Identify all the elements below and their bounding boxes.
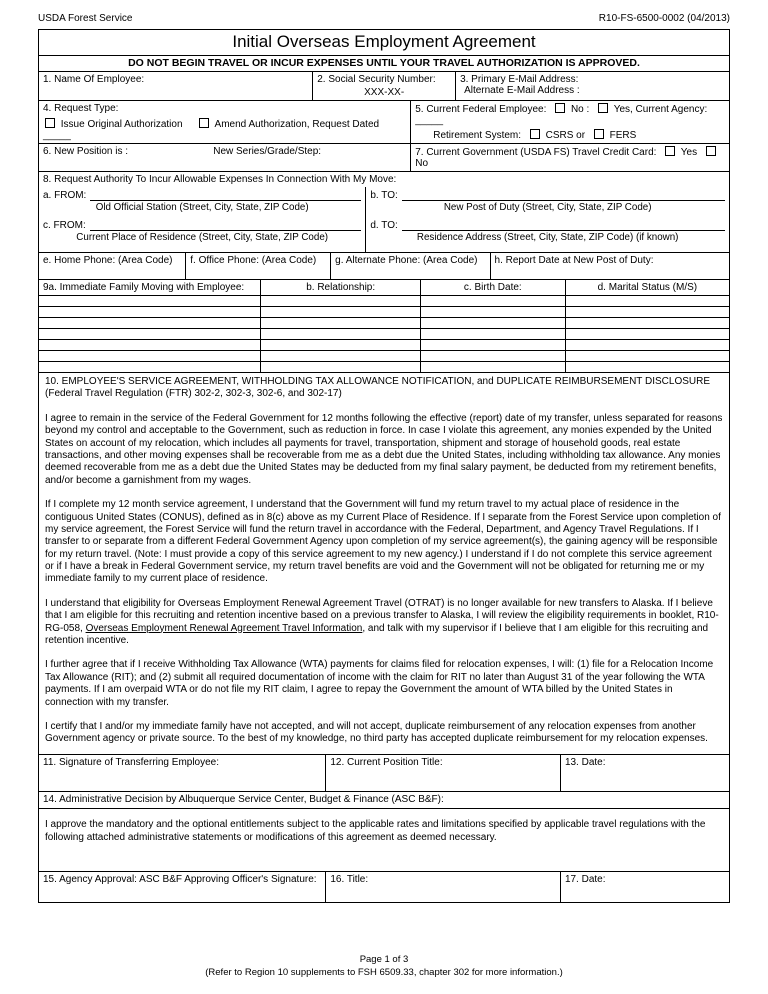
checkbox-csrs[interactable] — [530, 129, 540, 139]
field-12-label: 12. Current Position Title: — [330, 756, 443, 768]
family-table-cell[interactable] — [39, 329, 260, 339]
field-16-label: 16. Title: — [330, 873, 369, 885]
field-17-label: 17. Date: — [564, 873, 606, 885]
field-3-alt-label: Alternate E-Mail Address : — [464, 85, 580, 96]
agreement-paragraph-2: If I complete my 12 month service agreement, I understand that the Government will fund my return travel to my actual place of residence in the contiguous United States (CONUS), defined as in 8(c) above as my Current Place of Residence. If I separate from the Forest Service upon completion of my service agreement, the Forest Service will fund the return travel in accordance with the Federal, Department, and Agency Travel Regulations. If I transfer to or separate from a different Federal Government Agency upon completion of my service agreement(s), the gaining agency will be responsible for my return travel. (Note: I must provide a copy of this service agreement to my new agency.) I understand if I do not complete this service agreement or if I have a break in Federal Government service, my return travel benefits are void and the Government will not be obligated for returning me or my immediate family to my current place of residence. — [45, 499, 721, 585]
travel-card-yes-label: Yes — [680, 147, 698, 158]
field-2-label: 2. Social Security Number: — [317, 74, 436, 85]
section-8-to-column — [365, 187, 729, 252]
family-table-cell[interactable] — [39, 318, 260, 328]
row-fields-1-3 — [39, 71, 729, 100]
field-8d-caption: Residence Address (Street, City, State, ZIP Code) (if known) — [416, 232, 679, 243]
field-new-position[interactable] — [39, 144, 410, 171]
field-office-phone[interactable] — [185, 253, 330, 279]
family-table-cell[interactable] — [39, 362, 260, 372]
field-name-of-employee[interactable] — [39, 72, 312, 100]
field-8a-caption: Old Official Station (Street, City, State, ZIP Code) — [95, 202, 309, 213]
retirement-system-label: Retirement System: — [433, 130, 522, 141]
field-agency-approval-signature[interactable] — [39, 872, 325, 902]
field-8g-label: g. Alternate Phone: (Area Code) — [335, 255, 478, 266]
field-1-label: 1. Name Of Employee: — [43, 74, 145, 85]
row-fields-15-17 — [39, 871, 729, 902]
family-table-cell[interactable] — [565, 340, 729, 350]
family-table-cell[interactable] — [260, 296, 419, 306]
document-header — [0, 0, 768, 29]
field-8f-label: f. Office Phone: (Area Code) — [190, 255, 317, 266]
field-4-option1-label: Issue Original Authorization — [60, 119, 183, 130]
current-residence-input-line[interactable] — [90, 219, 362, 231]
family-table-cell[interactable] — [260, 307, 419, 317]
family-table-cell[interactable] — [565, 329, 729, 339]
field-alternate-phone[interactable] — [330, 253, 489, 279]
series-grade-step-label: New Series/Grade/Step: — [213, 146, 322, 157]
checkbox-travel-card-no[interactable] — [706, 146, 716, 156]
form-title: Initial Overseas Employment Agreement — [232, 32, 536, 51]
section-8 — [39, 171, 729, 252]
family-table-cell[interactable] — [565, 351, 729, 361]
family-table-cell[interactable] — [420, 362, 565, 372]
field-3-label: 3. Primary E-Mail Address: — [460, 74, 579, 85]
field-4-option2-label: Amend Authorization, Request Dated _____ — [43, 119, 380, 141]
checkbox-issue-original-authorization[interactable] — [45, 118, 55, 128]
field-home-phone[interactable] — [39, 253, 185, 279]
field-8d-label: d. TO: — [370, 220, 398, 231]
form-number: R10-FS-6500-0002 (04/2013) — [598, 13, 730, 24]
family-header-marital-status: d. Marital Status (M/S) — [565, 280, 729, 295]
page-indicator: Page 1 of 3 — [359, 954, 409, 966]
field-8h-label: h. Report Date at New Post of Duty: — [494, 255, 654, 266]
family-table-cell[interactable] — [260, 362, 419, 372]
field-5-label: 5. Current Federal Employee: — [415, 104, 547, 115]
field-8c-caption: Current Place of Residence (Street, City, State, ZIP Code) — [76, 232, 329, 243]
fers-label: FERS — [609, 130, 637, 141]
booklet-title-underlined: Overseas Employment Renewal Agreement Travel Information — [85, 622, 363, 634]
agreement-paragraph-5: I certify that I and/or my immediate family have not accepted, and will not accept, duplicate reimbursement of any relocation expenses from another Government agency or private source. To the best of my knowledge, no third party has accepted duplicate reimbursement for my relocation expenses. — [45, 720, 708, 745]
row-fields-8e-8h — [39, 252, 729, 279]
field-8c-label: c. FROM: — [43, 220, 86, 231]
field-14-label: 14. Administrative Decision by Albuquerque Service Center, Budget & Finance (ASC B&F): — [43, 793, 444, 805]
family-table-cell[interactable] — [420, 351, 565, 361]
administrative-decision-text: I approve the mandatory and the optional entitlements subject to the applicable rates and limitations specified by applicable travel regulations with the following attached administrative statements or modifications of this agreement as deemed necessary. — [45, 818, 706, 843]
family-table-cell[interactable] — [565, 318, 729, 328]
field-social-security-number[interactable] — [312, 72, 455, 100]
field-request-type — [39, 101, 410, 143]
document-footer — [0, 954, 768, 980]
family-table-row[interactable] — [39, 295, 729, 306]
field-position-title[interactable] — [325, 755, 560, 791]
old-official-station-input-line[interactable] — [90, 189, 361, 201]
paragraph-3-text-before: I understand that eligibility for Overseas Employment Renewal Agreement Travel (OTRAT) is no longer available for new transfers to Alaska. If I believe that I am eligible for this recruiting and retention incentive based on a previous transfer to Alaska, I will review the eligibility requirements in booklet, R10-RG-058, — [45, 597, 719, 634]
family-table-cell[interactable] — [260, 340, 419, 350]
family-table-cell[interactable] — [260, 329, 419, 339]
field-approver-title[interactable] — [325, 872, 560, 902]
family-table-row[interactable] — [39, 350, 729, 361]
field-5-no-label: No : — [570, 104, 590, 115]
field-8a-label: a. FROM: — [43, 190, 87, 201]
checkbox-federal-employee-no[interactable] — [555, 103, 565, 113]
family-table-cell[interactable] — [565, 296, 729, 306]
new-post-of-duty-input-line[interactable] — [402, 189, 725, 201]
family-table-row[interactable] — [39, 317, 729, 328]
agreement-paragraph-1: I agree to remain in the service of the Federal Government for 12 months following the effective (report) date of my transfer, unless separated for reasons beyond my control and acceptable to the Government, such as reduction in force. In case I violate this agreement, any monies expended by the United States on account of my relocation, which includes all payments for travel, transportation, shipment and storage of household goods, real estate transactions, and other moving expenses shall be recoverable from me as a debt due the United States, including withholding tax allowance. Any monies deemed recoverable from me as a debt due the United States may be deducted from my final salary payment, be deducted from my retirement benefits, and/or become a garnishment from my wages. — [45, 412, 723, 486]
family-table-cell[interactable] — [39, 351, 260, 361]
field-current-federal-employee — [410, 101, 729, 143]
field-employee-signature[interactable] — [39, 755, 325, 791]
family-table-cell[interactable] — [565, 362, 729, 372]
family-table-header — [39, 279, 729, 295]
field-6-label: 6. New Position is : — [43, 146, 129, 157]
family-table-cell[interactable] — [420, 296, 565, 306]
field-4-label: 4. Request Type: — [43, 103, 119, 114]
overseas-employment-form — [38, 29, 730, 903]
field-report-date[interactable] — [490, 253, 729, 279]
field-11-label: 11. Signature of Transferring Employee: — [43, 756, 220, 768]
family-table-body — [39, 295, 729, 372]
csrs-label: CSRS or — [545, 130, 586, 141]
family-table-cell[interactable] — [420, 340, 565, 350]
field-8b-label: b. TO: — [370, 190, 398, 201]
section-10-heading: 10. EMPLOYEE'S SERVICE AGREEMENT, WITHHOLDING TAX ALLOWANCE NOTIFICATION, and DUPLICATE REIMBURSEMENT DISCLOSURE (Federal Travel Regulation (FTR) 302-2, 302-3, 302-6, and 302-17) — [45, 376, 711, 400]
field-5-yes-label: Yes, Current Agency: _____ — [415, 104, 708, 126]
family-table-row[interactable] — [39, 328, 729, 339]
field-14-label-cell — [39, 792, 729, 808]
agency-name: USDA Forest Service — [38, 13, 133, 24]
section-8-from-column — [39, 187, 365, 252]
family-table-cell[interactable] — [565, 307, 729, 317]
row-fields-4-5 — [39, 100, 729, 143]
field-8e-label: e. Home Phone: (Area Code) — [43, 255, 173, 266]
family-header-relationship: b. Relationship: — [260, 280, 419, 295]
agreement-paragraph-4: I further agree that if I receive Withholding Tax Allowance (WTA) payments for claims filed for relocation expenses, I will: (1) file for a Relocation Income Tax Allowance (RIT); and (2) submit all required documentation of income with the claim for RIT no later than August 31 of the year following the WTA payments. If I am overpaid WTA or do not file my RIT claim, I agree to repay the Government the amount of WTA billed by the United States in connection with my transfer. — [45, 659, 714, 708]
field-date-11[interactable] — [560, 755, 729, 791]
field-15-label: 15. Agency Approval: ASC B&F Approving Officer's Signature: — [43, 873, 317, 885]
travel-warning-banner: DO NOT BEGIN TRAVEL OR INCUR EXPENSES UNTIL YOUR TRAVEL AUTHORIZATION IS APPROVED. — [39, 55, 729, 71]
field-date-17[interactable] — [560, 872, 729, 902]
field-travel-credit-card — [410, 144, 729, 171]
field-7-label: 7. Current Government (USDA FS) Travel Credit Card: — [415, 147, 657, 158]
checkbox-travel-card-yes[interactable] — [665, 146, 675, 156]
family-table-cell[interactable] — [420, 307, 565, 317]
paragraph-3-text-after: , and talk with my supervisor if I believe that I am eligible for this recruiting and retention incentive. — [45, 622, 709, 647]
row-fields-11-13 — [39, 754, 729, 791]
section-10 — [39, 372, 729, 754]
reference-note: (Refer to Region 10 supplements to FSH 6509.33, chapter 302 for more information.) — [205, 967, 563, 979]
family-table-cell[interactable] — [260, 351, 419, 361]
checkbox-federal-employee-yes[interactable] — [598, 103, 608, 113]
field-8b-caption: New Post of Duty (Street, City, State, ZIP Code) — [443, 202, 652, 213]
family-table-cell[interactable] — [420, 329, 565, 339]
family-table-cell[interactable] — [260, 318, 419, 328]
family-header-birth-date: c. Birth Date: — [420, 280, 565, 295]
family-header-name: 9a. Immediate Family Moving with Employee: — [43, 282, 245, 293]
family-table-cell[interactable] — [39, 296, 260, 306]
family-table-row[interactable] — [39, 306, 729, 317]
family-table-row[interactable] — [39, 339, 729, 350]
checkbox-amend-authorization[interactable] — [199, 118, 209, 128]
family-table-row[interactable] — [39, 361, 729, 372]
field-8-label: 8. Request Authority To Incur Allowable Expenses In Connection With My Move: — [43, 174, 397, 185]
ssn-prefix-value: XXX-XX- — [364, 87, 405, 98]
row-field-14-label — [39, 791, 729, 808]
residence-address-input-line[interactable] — [402, 219, 725, 231]
row-field-14-text — [39, 808, 729, 871]
family-table-cell[interactable] — [39, 307, 260, 317]
family-table-cell[interactable] — [39, 340, 260, 350]
field-13-label: 13. Date: — [564, 756, 606, 768]
field-email-addresses[interactable] — [455, 72, 729, 100]
checkbox-fers[interactable] — [594, 129, 604, 139]
row-fields-6-7 — [39, 143, 729, 171]
agreement-paragraph-3 — [45, 598, 723, 648]
travel-card-no-label: No — [415, 158, 429, 169]
family-table-cell[interactable] — [420, 318, 565, 328]
